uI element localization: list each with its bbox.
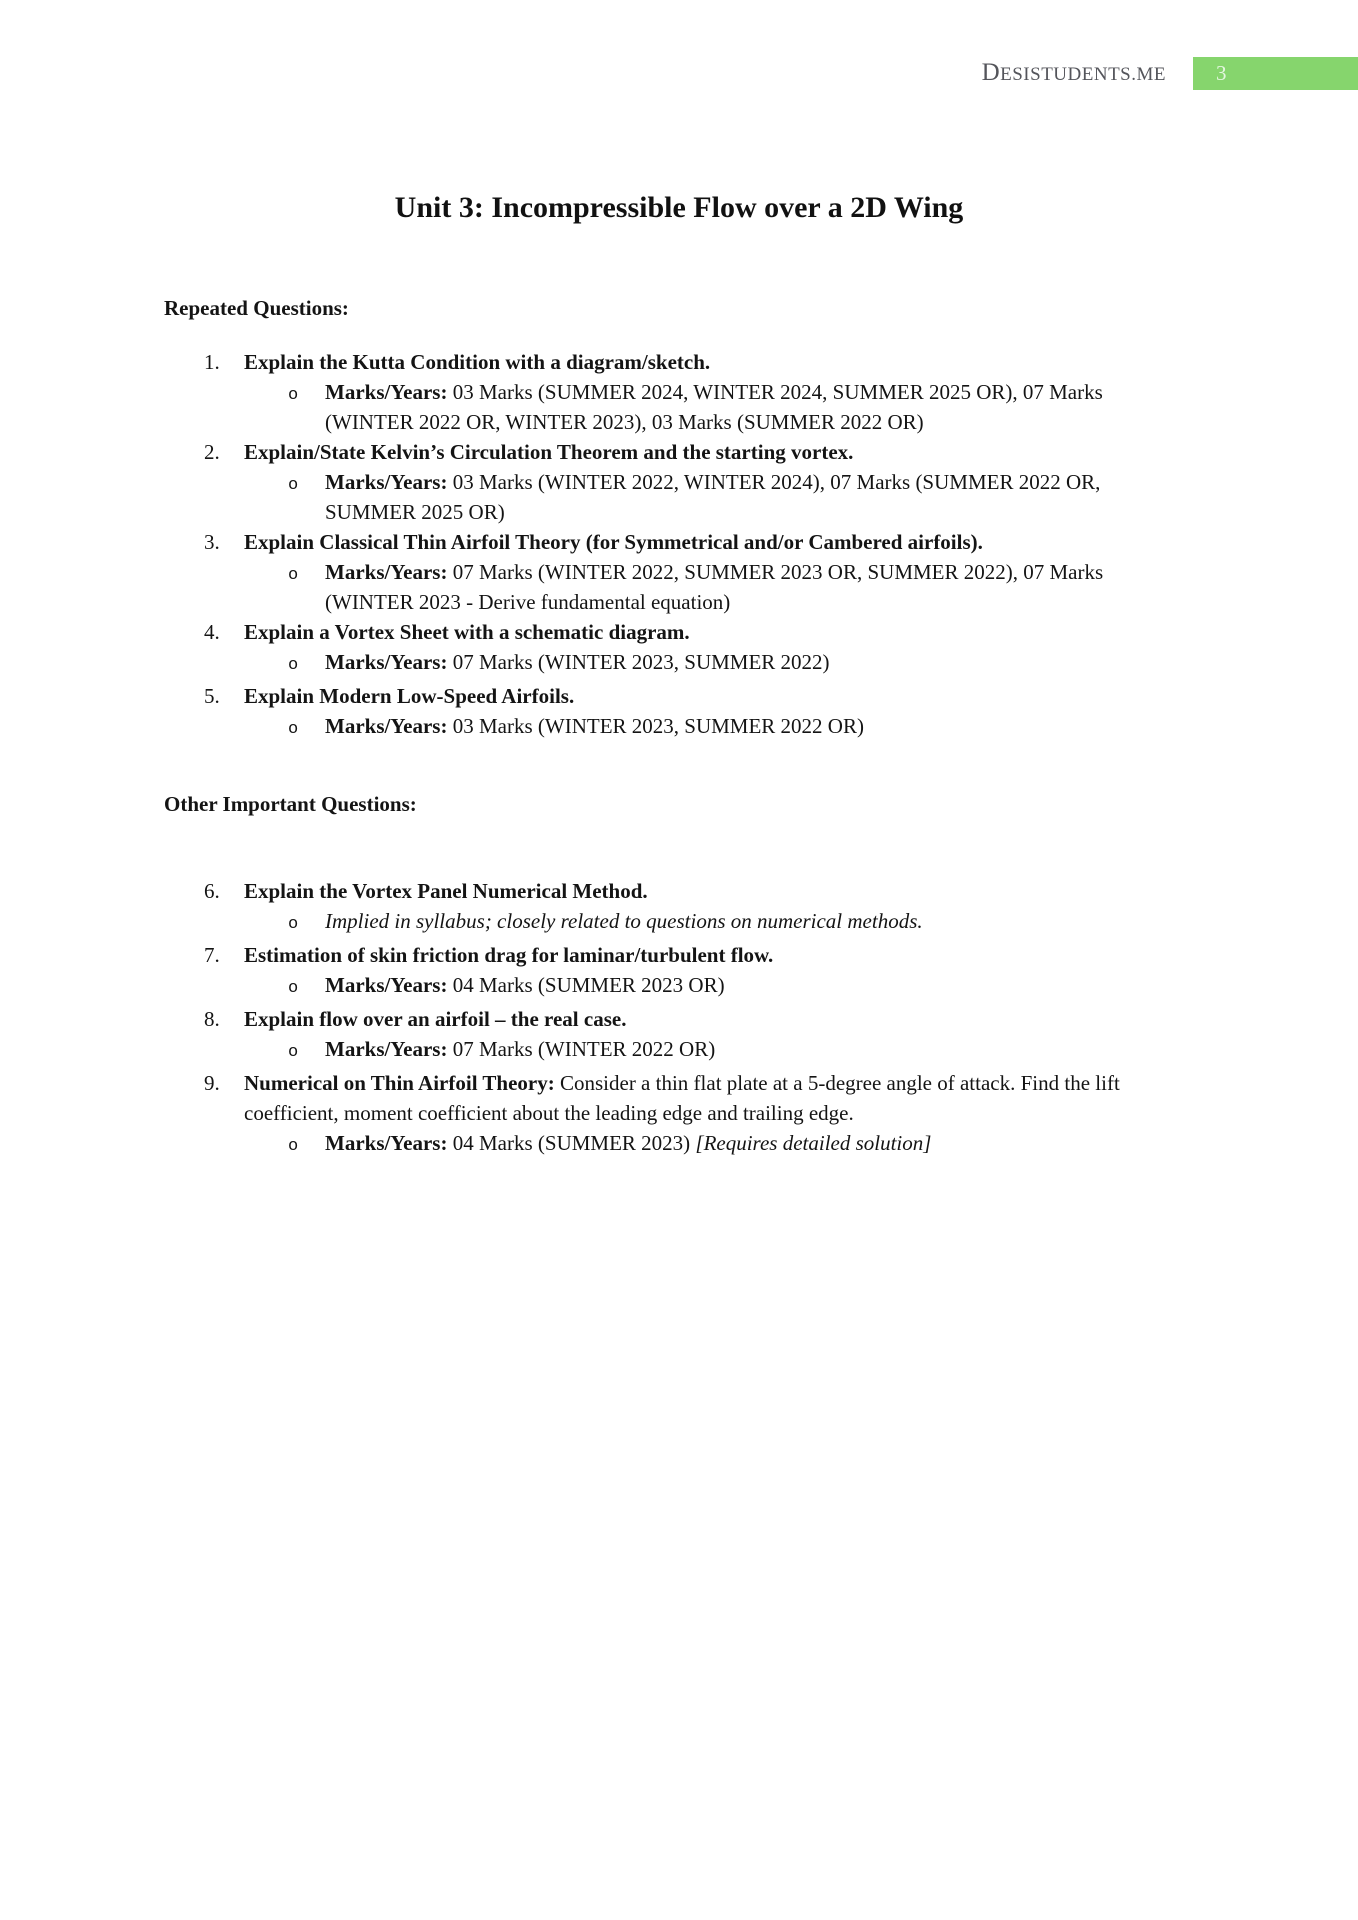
marks-years-line: Marks/Years: 07 Marks (WINTER 2022 OR) (325, 1037, 716, 1061)
marks-years-line: Marks/Years: 03 Marks (SUMMER 2024, WINTER 2024, SUMMER 2025 OR), 07 Marks (WINTER 2022 OR, WINTER 2023), 03 Marks (SUMMER 2022 OR) (325, 380, 1103, 434)
note-sub-item (164, 906, 1190, 940)
question-item (164, 617, 1190, 647)
marks-sub-item (164, 557, 1190, 617)
site-brand-initial: D (981, 59, 1001, 86)
circle-bullet-icon: o (288, 1137, 299, 1156)
marks-sub-item (164, 377, 1190, 437)
marks-sub-item (164, 711, 1190, 745)
marks-years-line: Marks/Years: 07 Marks (WINTER 2022, SUMMER 2023 OR, SUMMER 2022), 07 Marks (WINTER 2023 - Derive fundamental equation) (325, 560, 1104, 614)
document-title: Unit 3: Incompressible Flow over a 2D Wing (394, 191, 964, 224)
question-text: Estimation of skin friction drag for laminar/turbulent flow. (244, 943, 774, 967)
marks-years-line: Marks/Years: 04 Marks (SUMMER 2023) [Requires detailed solution] (325, 1131, 932, 1155)
syllabus-note-line: Implied in syllabus; closely related to questions on numerical methods. (325, 909, 923, 933)
question-text: Explain the Kutta Condition with a diagram/sketch. (244, 350, 711, 374)
question-text: Explain/State Kelvin’s Circulation Theorem and the starting vortex. (244, 440, 854, 464)
question-list-other (164, 876, 1190, 1162)
question-number: 3. (204, 530, 220, 554)
circle-bullet-icon: o (288, 566, 299, 585)
question-number: 2. (204, 440, 220, 464)
question-item (164, 681, 1190, 711)
circle-bullet-icon: o (288, 915, 299, 934)
marks-sub-item (164, 1034, 1190, 1068)
question-text: Numerical on Thin Airfoil Theory: Consider a thin flat plate at a 5-degree angle of attack. Find the lift coefficient, moment coefficient about the leading edge and trailing edge. (244, 1071, 1120, 1125)
section-heading-repeated-questions: Repeated Questions: (164, 296, 349, 320)
marks-years-line: Marks/Years: 07 Marks (WINTER 2023, SUMMER 2022) (325, 650, 830, 674)
question-text: Explain Classical Thin Airfoil Theory (for Symmetrical and/or Cambered airfoils). (244, 530, 983, 554)
question-number: 7. (204, 943, 220, 967)
question-item (164, 437, 1190, 467)
circle-bullet-icon: o (288, 656, 299, 675)
page-number-badge (1193, 57, 1358, 90)
page-number: 3 (1216, 60, 1227, 85)
question-number: 5. (204, 684, 220, 708)
question-item (164, 940, 1190, 970)
circle-bullet-icon: o (288, 386, 299, 405)
marks-years-line: Marks/Years: 03 Marks (WINTER 2023, SUMMER 2022 OR) (325, 714, 864, 738)
marks-sub-item (164, 467, 1190, 527)
question-number: 1. (204, 350, 220, 374)
circle-bullet-icon: o (288, 979, 299, 998)
marks-sub-item (164, 1128, 1190, 1162)
site-brand-rest: ESISTUDENTS.ME (1000, 64, 1166, 85)
question-item (164, 876, 1190, 906)
circle-bullet-icon: o (288, 1043, 299, 1062)
marks-sub-item (164, 970, 1190, 1004)
question-number: 4. (204, 620, 220, 644)
marks-years-line: Marks/Years: 04 Marks (SUMMER 2023 OR) (325, 973, 725, 997)
marks-years-line: Marks/Years: 03 Marks (WINTER 2022, WINTER 2024), 07 Marks (SUMMER 2022 OR, SUMMER 2025 OR) (325, 470, 1101, 524)
question-list-repeated (164, 347, 1190, 745)
question-item (164, 527, 1190, 557)
section-heading-other-important-questions: Other Important Questions: (164, 792, 417, 816)
question-number: 9. (204, 1071, 220, 1095)
question-number: 6. (204, 879, 220, 903)
circle-bullet-icon: o (288, 720, 299, 739)
circle-bullet-icon: o (288, 476, 299, 495)
page-header (0, 55, 1358, 91)
question-text: Explain Modern Low-Speed Airfoils. (244, 684, 575, 708)
question-item (164, 347, 1190, 377)
question-item (164, 1068, 1190, 1128)
question-text: Explain flow over an airfoil – the real case. (244, 1007, 627, 1031)
question-text: Explain a Vortex Sheet with a schematic diagram. (244, 620, 690, 644)
question-item (164, 1004, 1190, 1034)
marks-sub-item (164, 647, 1190, 681)
question-number: 8. (204, 1007, 220, 1031)
site-brand (982, 59, 1166, 87)
question-text: Explain the Vortex Panel Numerical Method. (244, 879, 648, 903)
